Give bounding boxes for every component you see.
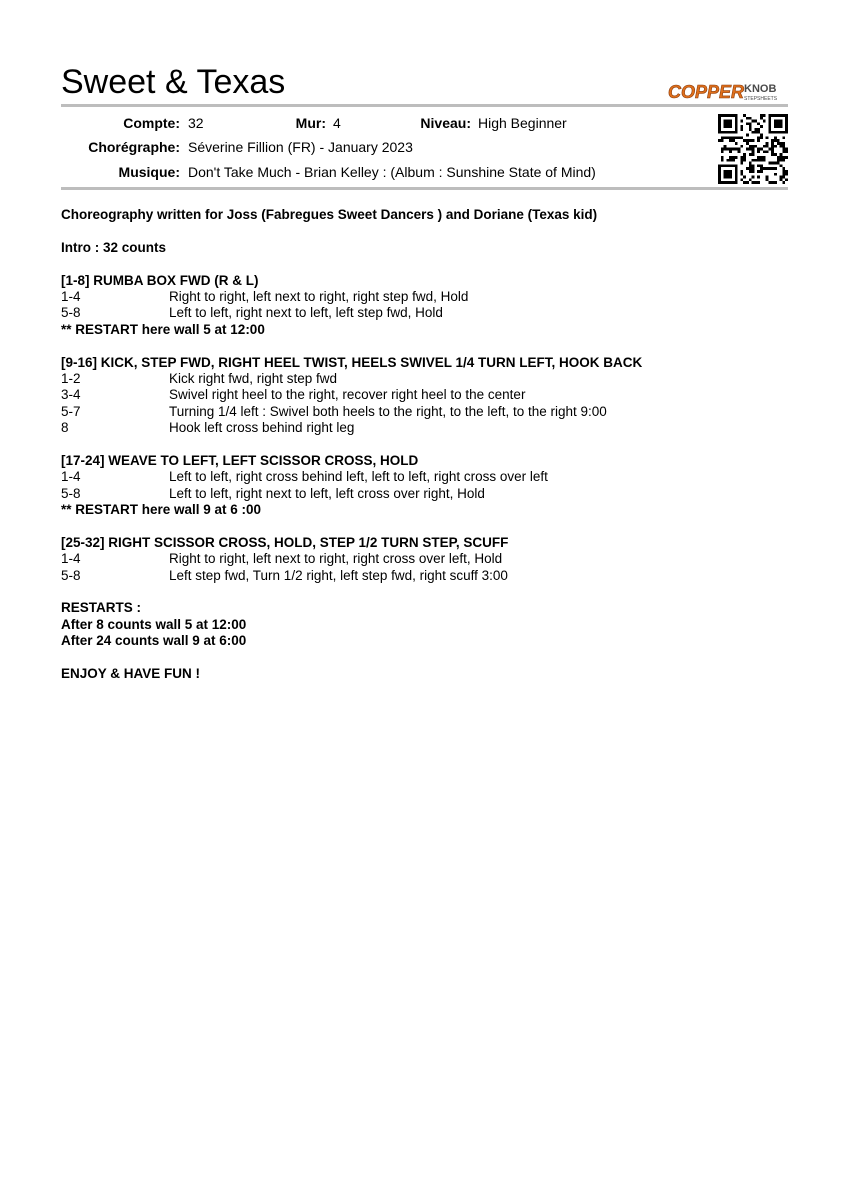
blank-line (61, 584, 801, 600)
blank-line (61, 256, 801, 272)
step-description: Right to right, left next to right, right cross over left, Hold (169, 551, 503, 567)
blank-line (61, 338, 801, 354)
step-description: Hook left cross behind right leg (169, 420, 355, 436)
blank-line (61, 436, 801, 452)
step-line (61, 371, 801, 387)
choreographer-label: Chorégraphe: (88, 139, 180, 155)
heading-line: After 24 counts wall 9 at 6:00 (61, 633, 247, 649)
step-count: 1-4 (61, 551, 81, 567)
step-line (61, 469, 801, 485)
step-line (61, 551, 801, 567)
step-line (61, 568, 801, 584)
wall-value: 4 (333, 115, 341, 131)
step-line (61, 305, 801, 321)
heading-line: ** RESTART here wall 9 at 6 :00 (61, 502, 262, 518)
step-description: Kick right fwd, right step fwd (169, 370, 338, 386)
count-value: 32 (188, 115, 204, 131)
step-count: 5-8 (61, 485, 81, 501)
level-label: Niveau: (420, 115, 471, 131)
step-description: Left to left, right next to left, left cross over right, Hold (169, 485, 485, 501)
step-line (61, 387, 801, 403)
step-count: 1-4 (61, 288, 81, 304)
step-description: Turning 1/4 left : Swivel both heels to the right, to the left, to the right 9:00 (169, 403, 607, 419)
level-value: High Beginner (478, 115, 567, 131)
qr-code-icon (718, 114, 788, 184)
step-description: Left step fwd, Turn 1/2 right, left step fwd, right scuff 3:00 (169, 567, 508, 583)
blank-line (61, 650, 801, 666)
step-count: 1-2 (61, 370, 81, 386)
step-count: 8 (61, 420, 69, 436)
step-line (61, 420, 801, 436)
heading-line: [1-8] RUMBA BOX FWD (R & L) (61, 272, 259, 288)
blank-line (61, 223, 801, 239)
logo-main: COPPER (668, 82, 745, 102)
heading-line: [9-16] KICK, STEP FWD, RIGHT HEEL TWIST, HEELS SWIVEL 1/4 TURN LEFT, HOOK BACK (61, 354, 643, 370)
heading-line: After 8 counts wall 5 at 12:00 (61, 616, 247, 632)
step-count: 5-7 (61, 403, 81, 419)
header-divider (61, 104, 788, 107)
choreographer-value: Séverine Fillion (FR) - January 2023 (188, 139, 413, 155)
count-label: Compte: (123, 115, 180, 131)
heading-line: ** RESTART here wall 5 at 12:00 (61, 321, 265, 337)
step-count: 3-4 (61, 387, 81, 403)
heading-line: Choreography written for Joss (Fabregues Sweet Dancers ) and Doriane (Texas kid) (61, 207, 598, 222)
page-title: Sweet & Texas (61, 63, 286, 101)
blank-line (61, 518, 801, 534)
logo-side: KNOB (744, 83, 777, 95)
music-value: Don't Take Much - Brian Kelley : (Album : Sunshine State of Mind) (188, 164, 596, 180)
step-line (61, 289, 801, 305)
step-line (61, 404, 801, 420)
heading-line: RESTARTS : (61, 600, 141, 616)
step-count: 5-8 (61, 305, 81, 321)
music-label: Musique: (118, 164, 180, 180)
heading-line: [25-32] RIGHT SCISSOR CROSS, HOLD, STEP 1/2 TURN STEP, SCUFF (61, 534, 509, 550)
wall-label: Mur: (295, 115, 326, 131)
heading-line: ENJOY & HAVE FUN ! (61, 665, 201, 681)
stepsheet-body (61, 207, 801, 682)
heading-line: [17-24] WEAVE TO LEFT, LEFT SCISSOR CROSS, HOLD (61, 452, 419, 468)
step-description: Left to left, right cross behind left, left to left, right cross over left (169, 469, 548, 485)
step-count: 1-4 (61, 469, 81, 485)
step-description: Swivel right heel to the right, recover right heel to the center (169, 387, 526, 403)
step-line (61, 486, 801, 502)
logo-tag: STEPSHEETS (744, 96, 778, 102)
copperknob-logo (668, 80, 788, 102)
step-count: 5-8 (61, 567, 81, 583)
heading-line: Intro : 32 counts (61, 239, 167, 255)
step-description: Right to right, left next to right, right step fwd, Hold (169, 288, 469, 304)
info-divider (61, 187, 788, 190)
step-description: Left to left, right next to left, left step fwd, Hold (169, 305, 443, 321)
